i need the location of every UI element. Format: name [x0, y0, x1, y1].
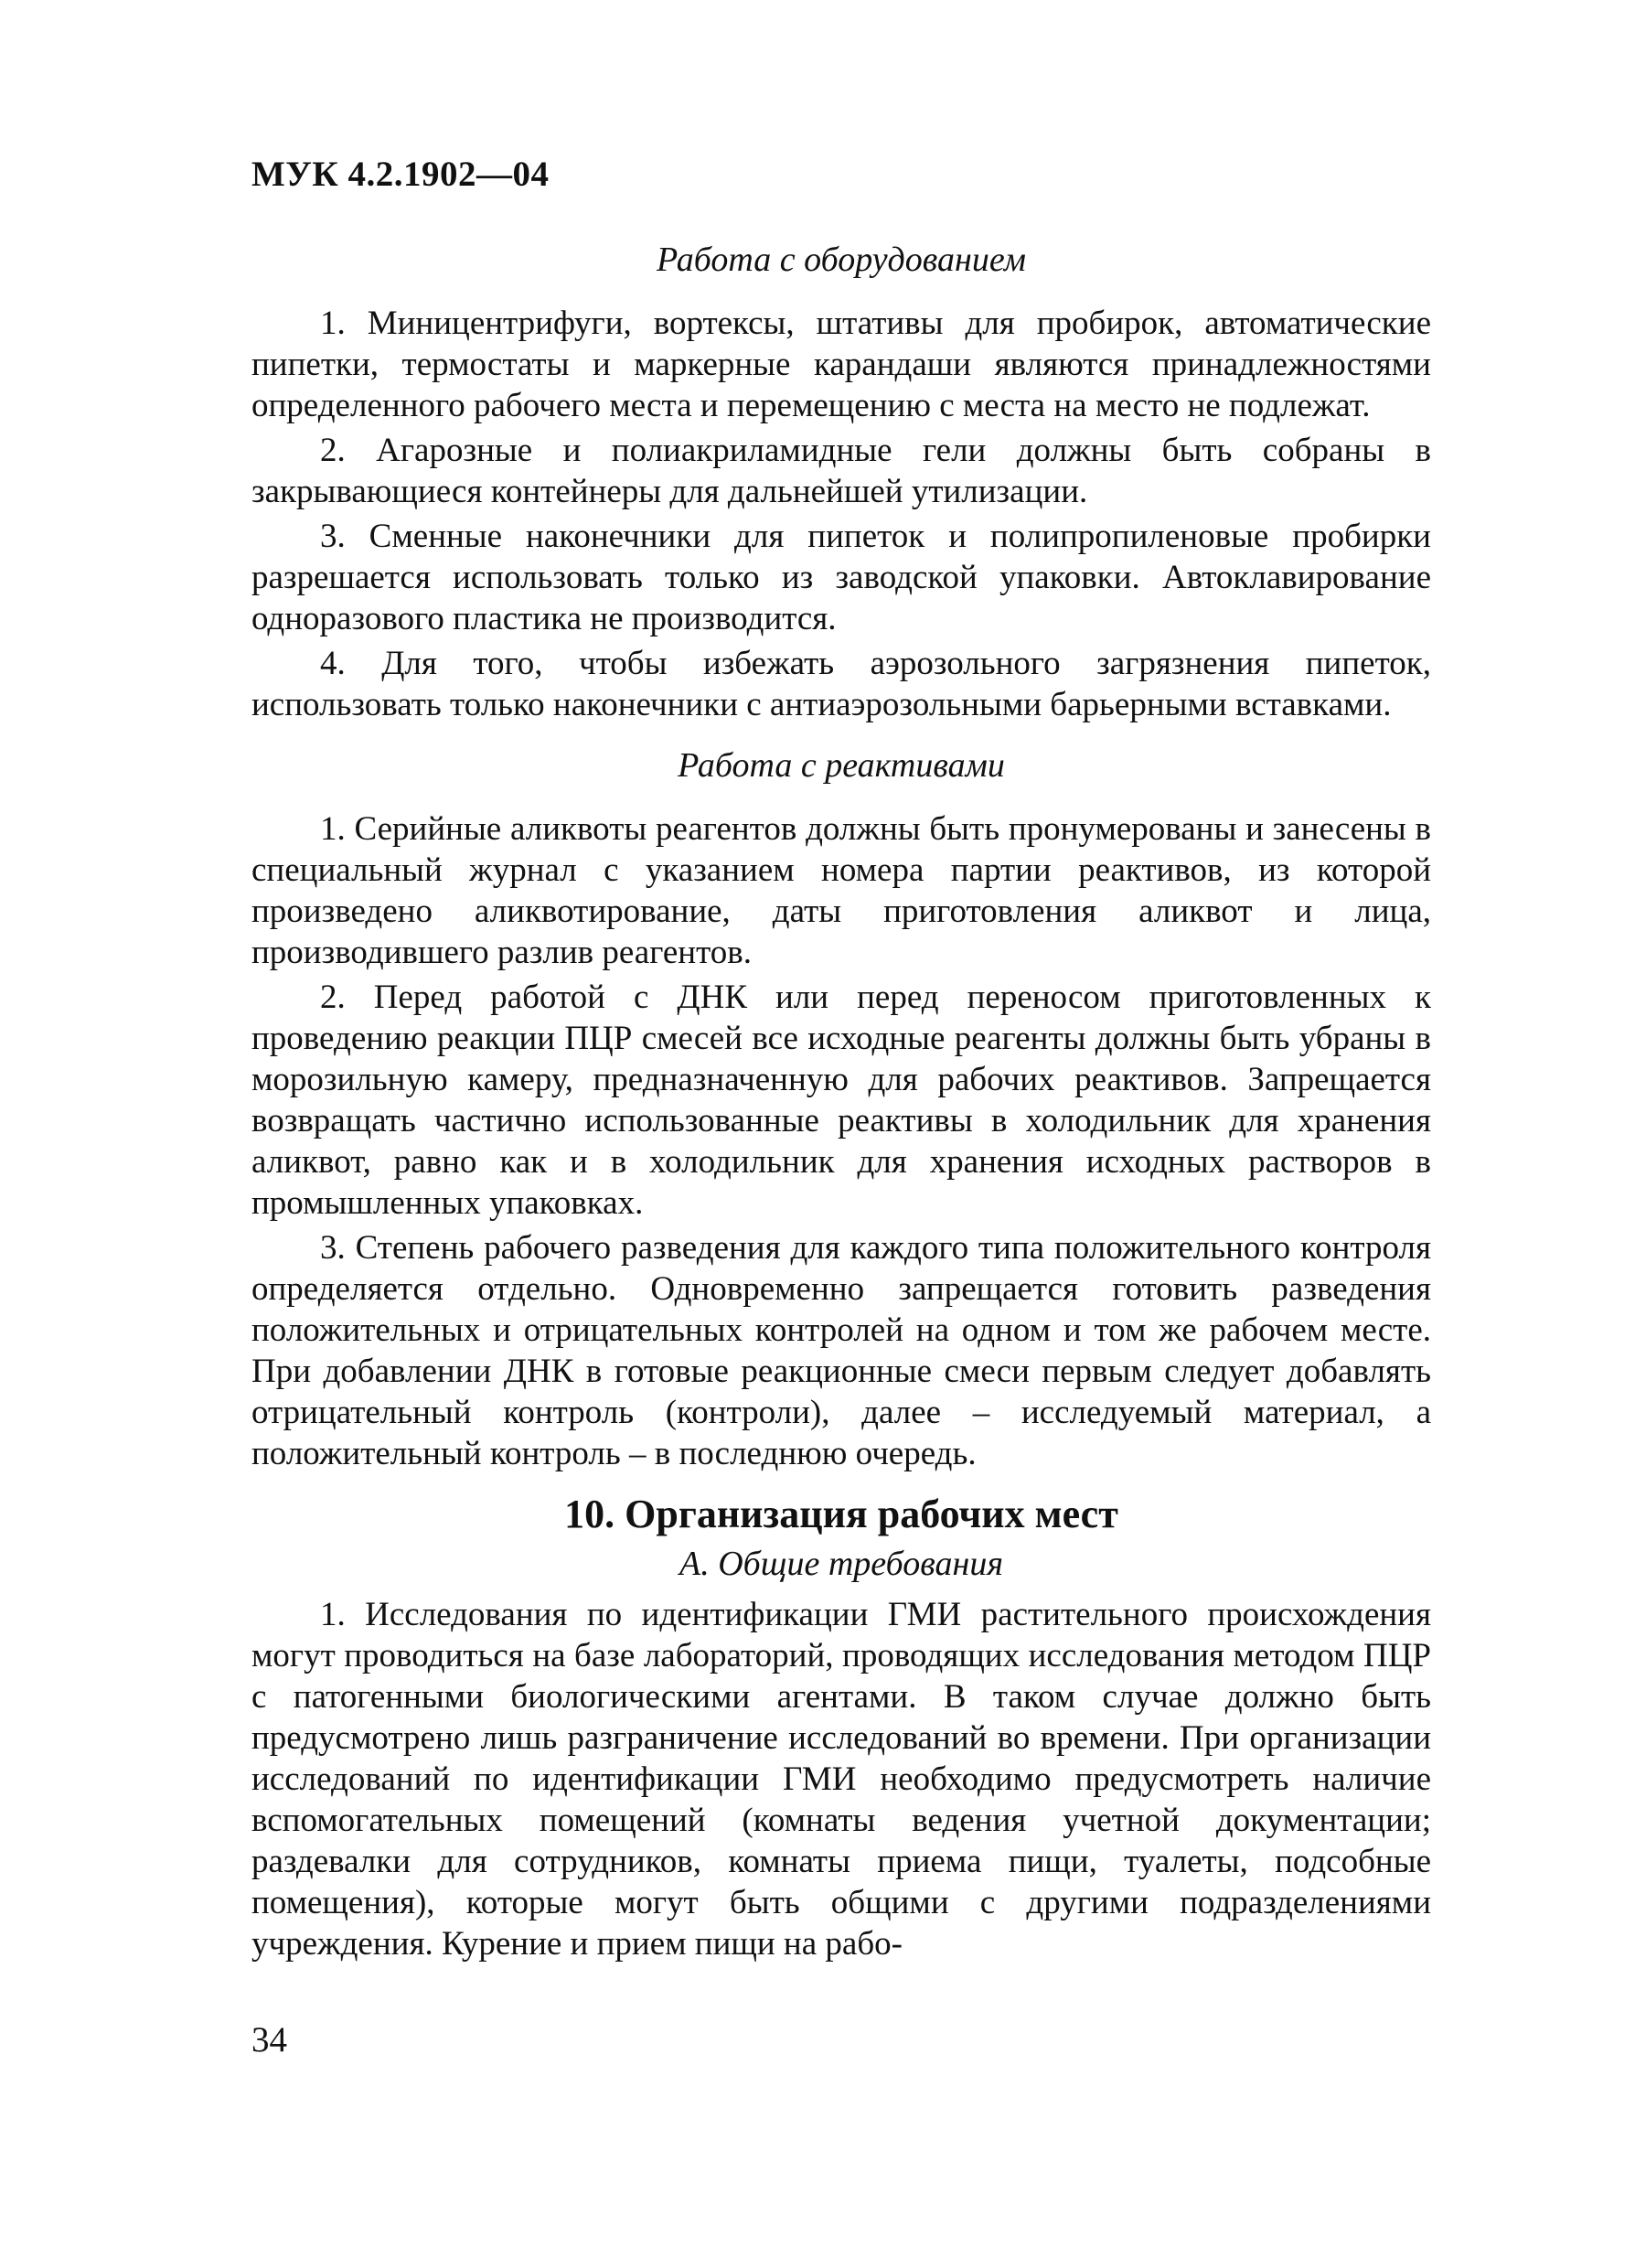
reagents-item: 1. Серийные аликвоты реагентов должны быть пронумерованы и занесены в специальный журнал с указанием номера партии реактивов, из которой произведено аликвотирование, даты приготовления аликвот и лица, производившего разлив реагентов. [251, 810, 1431, 971]
section10-item: 1. Исследования по идентификации ГМИ растительного происхождения могут проводиться на базе лабораторий, проводящих исследования методом ПЦР с патогенными биологическими агентами. В таком случае должно быть предусмотрено лишь разграничение исследований во времени. При организации исследований по идентификации ГМИ необходимо предусмотреть наличие вспомогательных помещений (комнаты ведения учетной документации; раздевалки для сотрудников, комнаты приема пищи, туалеты, подсобные помещения), которые могут быть общими с другими подразделениями учреждения. Курение и прием пищи на рабо- [251, 1596, 1431, 1963]
reagents-item: 2. Перед работой с ДНК или перед переносом приготовленных к проведению реакции ПЦР смесей все исходные реагенты должны быть убраны в морозильную камеру, предназначенную для рабочих реактивов. Запрещается возвращать частично использованные реактивы в холодильник для хранения аликвот, равно как и в холодильник для хранения исходных растворов в промышленных упаковках. [251, 979, 1431, 1222]
equipment-item: 2. Агарозные и полиакриламидные гели должны быть собраны в закрывающиеся контейнеры для дальнейшей утилизации. [251, 432, 1431, 510]
section-title: 10. Организация рабочих мест [564, 1492, 1118, 1536]
document-code: МУК 4.2.1902—04 [251, 155, 550, 194]
equipment-item: 1. Миницентрифуги, вортексы, штативы для пробирок, автоматические пипетки, термостаты и маркерные карандаши являются принадлежностями определенного рабочего места и перемещению с места на место не подлежат. [251, 305, 1431, 424]
body-text [251, 240, 1431, 1968]
subheading-reagents: Работа с реактивами [678, 746, 1005, 785]
reagents-item: 3. Степень рабочего разведения для каждого типа положительного контроля определяется отдельно. Одновременно запрещается готовить разведения положительных и отрицательных контролей на одном и том же рабочем месте. При добавлении ДНК в готовые реакционные смеси первым следует добавлять отрицательный контроль (контроли), далее – исследуемый материал, а положительный контроль – в последнюю очередь. [251, 1229, 1431, 1472]
equipment-item: 4. Для того, чтобы избежать аэрозольного загрязнения пипеток, использовать только наконечники с антиаэрозольными барьерными вставками. [251, 645, 1431, 723]
page-number: 34 [251, 2020, 287, 2059]
equipment-item: 3. Сменные наконечники для пипеток и полипропиленовые пробирки разрешается использовать только из заводской упаковки. Автоклавирование одноразового пластика не производится. [251, 518, 1431, 637]
subheading-general-requirements: А. Общие требования [679, 1545, 1003, 1583]
subheading-equipment: Работа с оборудованием [657, 241, 1026, 279]
